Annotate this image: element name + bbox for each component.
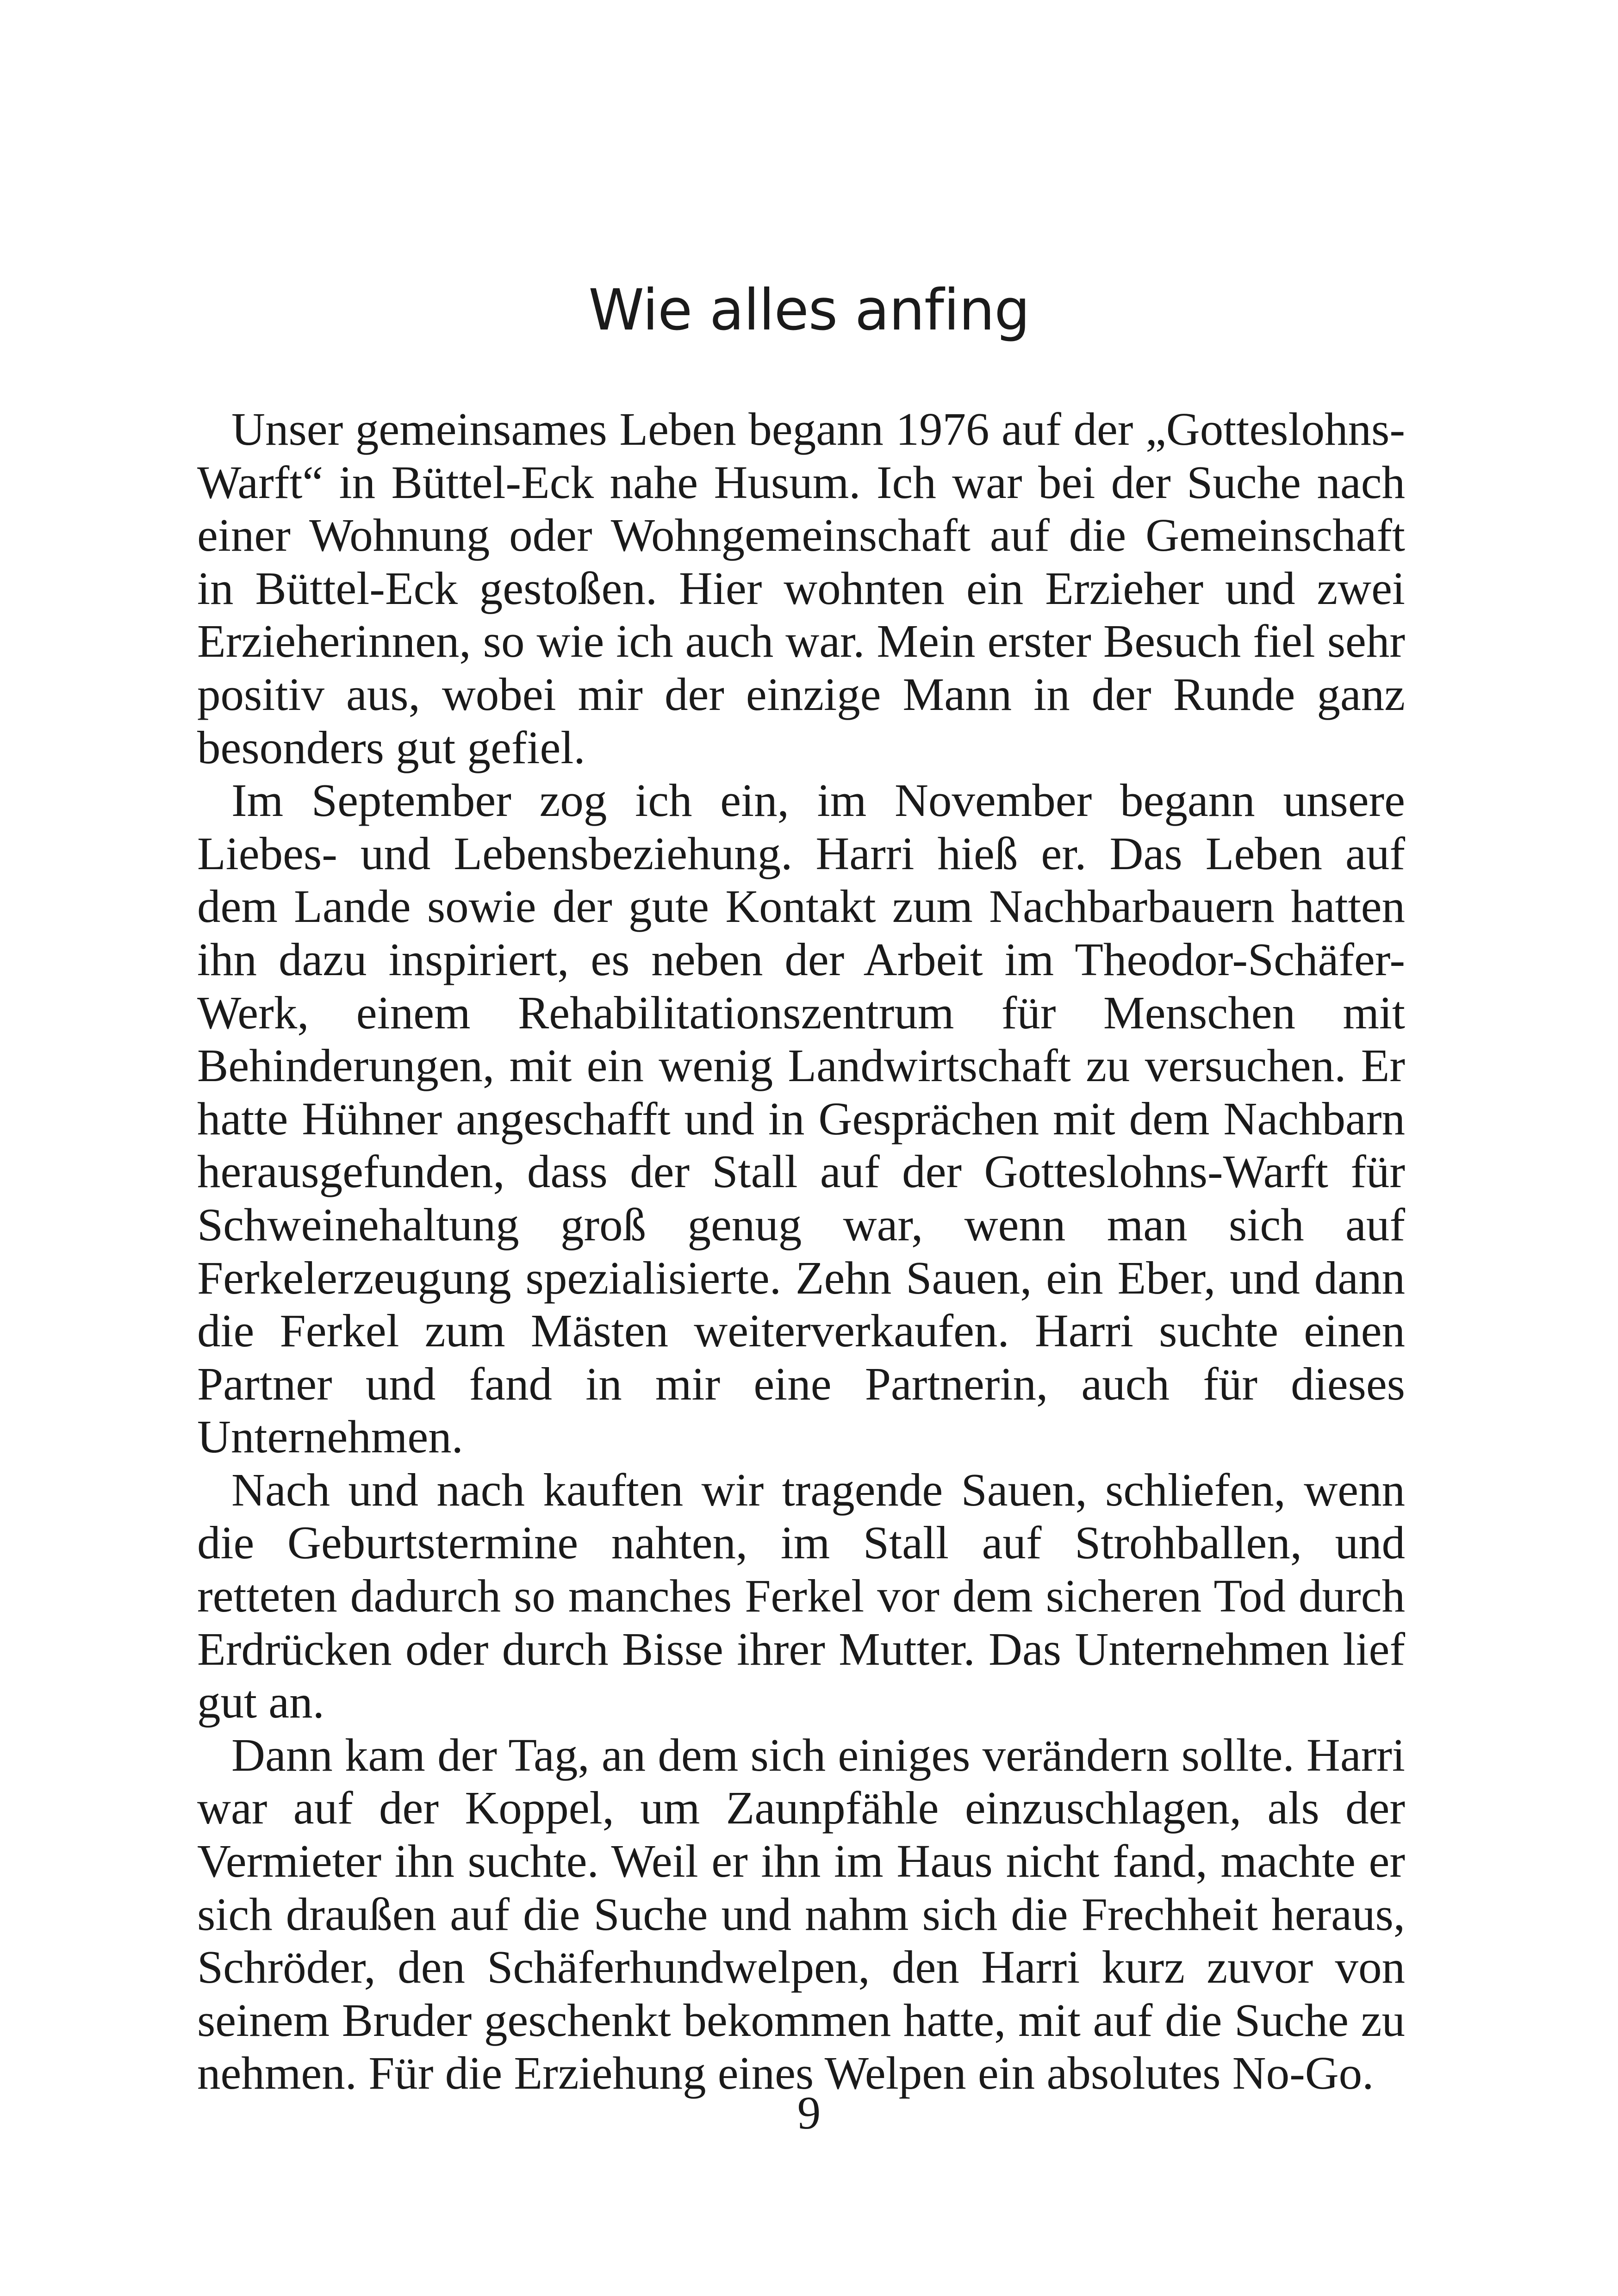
paragraph-4: Dann kam der Tag, an dem sich einiges verändern sollte. Harri war auf der Koppel, um Zaunpfähle einzuschlagen, als der Vermieter ihn suchte. Weil er ihn im Haus nicht fand, machte er sich draußen auf die Suche und nahm sich die Frechheit heraus, Schröder, den Schäferhundwelpen, den Harri kurz zuvor von seinem Bruder geschenkt bekommen hatte, mit auf die Suche zu nehmen. Für die Erziehung eines Welpen ein absolutes No-Go. — [197, 1729, 1405, 2099]
chapter-title: Wie alles anfing — [588, 277, 1030, 343]
paragraph-3: Nach und nach kauften wir tragende Sauen, schliefen, wenn die Geburtstermine nahten, im Stall auf Strohballen, und retteten dadurch so manches Ferkel vor dem sicheren Tod durch Erdrücken oder durch Bisse ihrer Mutter. Das Unternehmen lief gut an. — [197, 1463, 1405, 1728]
page-number: 9 — [797, 2087, 821, 2139]
paragraph-1: Unser gemeinsames Leben begann 1976 auf der „Gotteslohns-Warft“ in Büttel-Eck nahe Husum. Ich war bei der Suche nach einer Wohnung oder Wohngemeinschaft auf die Gemeinschaft in Büttel-Eck gestoßen. Hier wohnten ein Erzieher und zwei Erzieherinnen, so wie ich auch war. Mein erster Besuch fiel sehr positiv aus, wobei mir der einzige Mann in der Runde ganz besonders gut gefiel. — [197, 403, 1405, 773]
chapter-body — [197, 403, 1405, 2100]
paragraph-2: Im September zog ich ein, im November begann unsere Liebes- und Lebensbeziehung. Harri hieß er. Das Leben auf dem Lande sowie der gute Kontakt zum Nachbarbauern hatten ihn dazu inspiriert, es neben der Arbeit im Theodor-Schäfer-Werk, einem Rehabilitationszentrum für Menschen mit Behinderungen, mit ein wenig Landwirtschaft zu versuchen. Er hatte Hühner angeschafft und in Gesprächen mit dem Nachbarn herausgefunden, dass der Stall auf der Gotteslohns-Warft für Schweinehaltung groß genug war, wenn man sich auf Ferkelerzeugung spezialisierte. Zehn Sauen, ein Eber, und dann die Ferkel zum Mästen weiterverkaufen. Harri suchte einen Partner und fand in mir eine Partnerin, auch für dieses Unternehmen. — [197, 774, 1405, 1463]
